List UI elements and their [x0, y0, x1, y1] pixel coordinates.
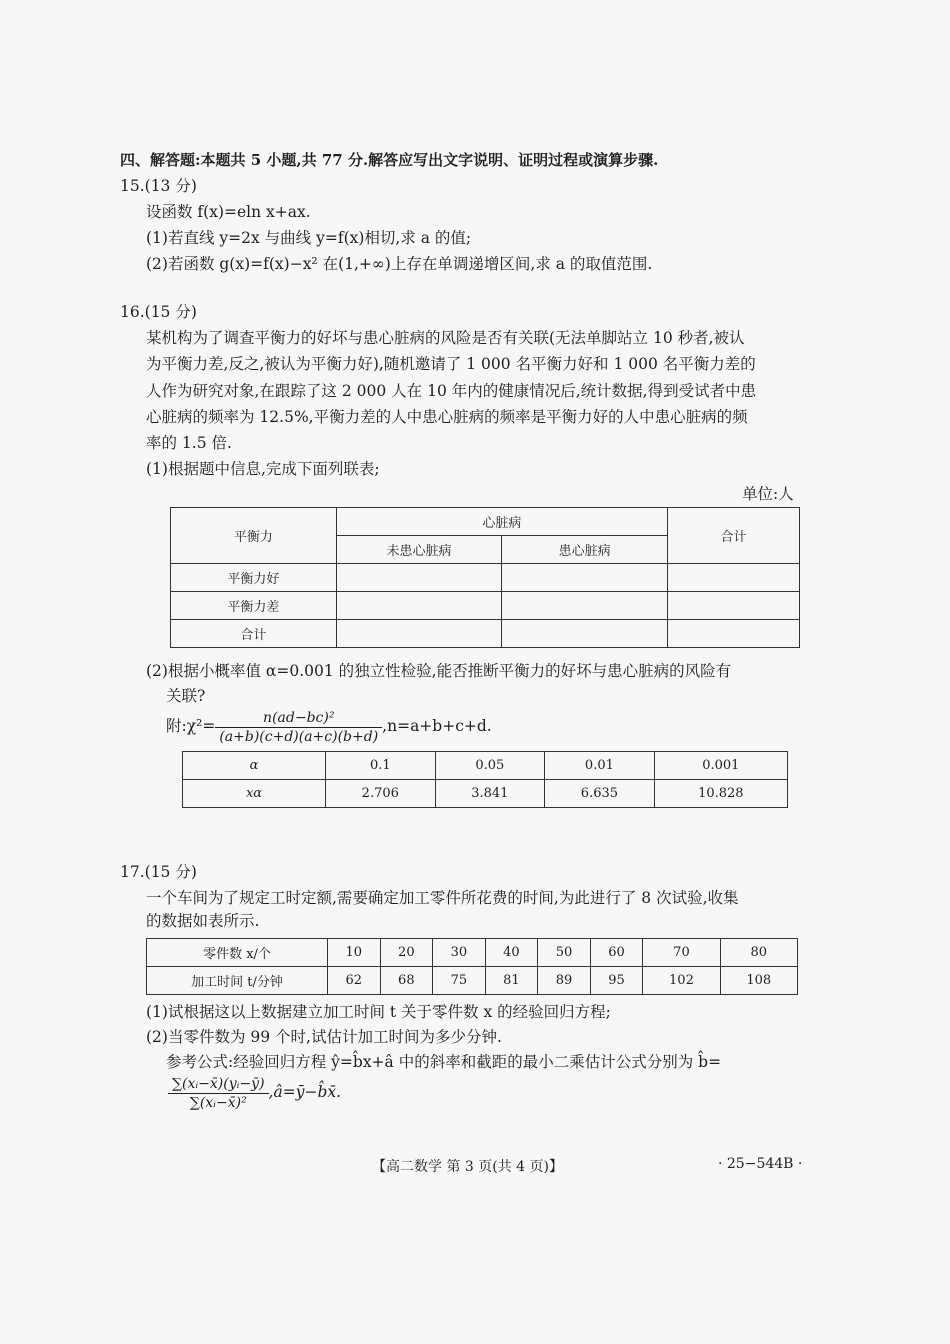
critical-value: 6.635	[545, 780, 655, 808]
critical-value: 2.706	[326, 780, 436, 808]
blank-cell	[668, 564, 800, 592]
slope-denominator: ∑(xᵢ−x̄)²	[189, 1094, 247, 1111]
critical-value: 10.828	[654, 780, 787, 808]
q17-body-line: 一个车间为了规定工时定额,需要确定加工零件所花费的时间,为此进行了 8 次试验,收集	[146, 889, 739, 907]
t-value: 62	[328, 967, 381, 995]
q17-body-line: 的数据如表所示.	[146, 912, 260, 930]
formula-denominator: (a+b)(c+d)(a+c)(b+d)	[219, 728, 379, 745]
q17-number: 17.(15 分)	[120, 863, 197, 881]
q16-part2-line2: 关联?	[166, 687, 206, 705]
x-value: 20	[380, 939, 433, 967]
q16-body-line: 率的 1.5 倍.	[146, 434, 232, 452]
x-value: 50	[538, 939, 591, 967]
row-label: 平衡力好	[171, 564, 337, 592]
q16-body-line: 人作为研究对象,在跟踪了这 2 000 人在 10 年内的健康情况后,统计数据,得到受试者中患	[146, 382, 757, 400]
blank-cell	[336, 564, 502, 592]
q16-unit: 单位:人	[742, 485, 794, 503]
contingency-table	[170, 507, 800, 648]
t-value: 95	[590, 967, 643, 995]
formula-numerator: n(ad−bc)²	[215, 709, 382, 728]
x-value: 30	[433, 939, 486, 967]
blank-cell	[668, 620, 800, 648]
q17-part1: (1)试根据这以上数据建立加工时间 t 关于零件数 x 的经验回归方程;	[146, 1003, 611, 1021]
alpha-value: 0.01	[545, 752, 655, 780]
x-alpha-label: xα	[183, 780, 326, 808]
regression-data-table	[146, 938, 798, 995]
blank-cell	[502, 564, 668, 592]
formula-fraction	[215, 709, 382, 746]
x-value: 60	[590, 939, 643, 967]
header-no-disease: 未患心脏病	[336, 536, 502, 564]
q16-number: 16.(15 分)	[120, 303, 197, 321]
q16-body-line: 为平衡力差,反之,被认为平衡力好),随机邀请了 1 000 名平衡力好和 1 000 名平衡力差的	[146, 355, 756, 373]
q16-body-line: 某机构为了调查平衡力的好坏与患心脏病的风险是否有关联(无法单脚站立 10 秒者,被认	[146, 329, 745, 347]
footer-page-info: 【高二数学 第 3 页(共 4 页)】	[372, 1159, 563, 1175]
t-row-label: 加工时间 t/分钟	[147, 967, 328, 995]
footer-code: · 25−544B ·	[718, 1156, 803, 1172]
formula-prefix: 附:χ²=	[166, 717, 216, 735]
header-disease: 患心脏病	[502, 536, 668, 564]
blank-cell	[336, 592, 502, 620]
row-label: 平衡力差	[171, 592, 337, 620]
intercept-formula: ,â=ȳ−b̂x̄.	[268, 1083, 342, 1101]
q17-reference-formula: 参考公式:经验回归方程 ŷ=b̂x+â 中的斜率和截距的最小二乘估计公式分别为 b̂=	[166, 1053, 722, 1071]
q17-part2: (2)当零件数为 99 个时,试估计加工时间为多少分钟.	[146, 1028, 502, 1046]
chi-square-formula	[166, 708, 492, 746]
header-balance: 平衡力	[171, 508, 337, 564]
x-value: 10	[328, 939, 381, 967]
critical-value-table	[182, 751, 788, 808]
formula-suffix: ,n=a+b+c+d.	[382, 717, 492, 735]
row-label: 合计	[171, 620, 337, 648]
critical-value: 3.841	[435, 780, 545, 808]
q16-part1: (1)根据题中信息,完成下面列联表;	[146, 460, 380, 478]
header-total: 合计	[668, 508, 800, 564]
x-value: 80	[720, 939, 797, 967]
q15-part2: (2)若函数 g(x)=f(x)−x² 在(1,+∞)上存在单调递增区间,求 a 的取值范围.	[146, 255, 653, 273]
blank-cell	[668, 592, 800, 620]
t-value: 108	[720, 967, 797, 995]
t-value: 75	[433, 967, 486, 995]
q15-stem: 设函数 f(x)=eln x+ax.	[146, 203, 311, 221]
slope-numerator: ∑(xᵢ−x̄)(yᵢ−ȳ)	[168, 1075, 269, 1094]
q15-number: 15.(13 分)	[120, 177, 197, 195]
q16-body-line: 心脏病的频率为 12.5%,平衡力差的人中患心脏病的频率是平衡力好的人中患心脏病的频	[146, 408, 748, 426]
x-row-label: 零件数 x/个	[147, 939, 328, 967]
t-value: 89	[538, 967, 591, 995]
section-heading: 四、解答题:本题共 5 小题,共 77 分.解答应写出文字说明、证明过程或演算步骤.	[120, 151, 659, 169]
slope-formula	[168, 1074, 341, 1112]
x-value: 40	[485, 939, 538, 967]
alpha-value: 0.001	[654, 752, 787, 780]
alpha-value: 0.1	[326, 752, 436, 780]
slope-fraction	[168, 1075, 269, 1112]
blank-cell	[502, 620, 668, 648]
q16-part2-line1: (2)根据小概率值 α=0.001 的独立性检验,能否推断平衡力的好坏与患心脏病的风险有	[146, 662, 732, 680]
header-heart: 心脏病	[336, 508, 667, 536]
alpha-value: 0.05	[435, 752, 545, 780]
t-value: 68	[380, 967, 433, 995]
x-value: 70	[643, 939, 720, 967]
q15-part1: (1)若直线 y=2x 与曲线 y=f(x)相切,求 a 的值;	[146, 229, 472, 247]
t-value: 102	[643, 967, 720, 995]
alpha-label: α	[183, 752, 326, 780]
blank-cell	[502, 592, 668, 620]
t-value: 81	[485, 967, 538, 995]
blank-cell	[336, 620, 502, 648]
